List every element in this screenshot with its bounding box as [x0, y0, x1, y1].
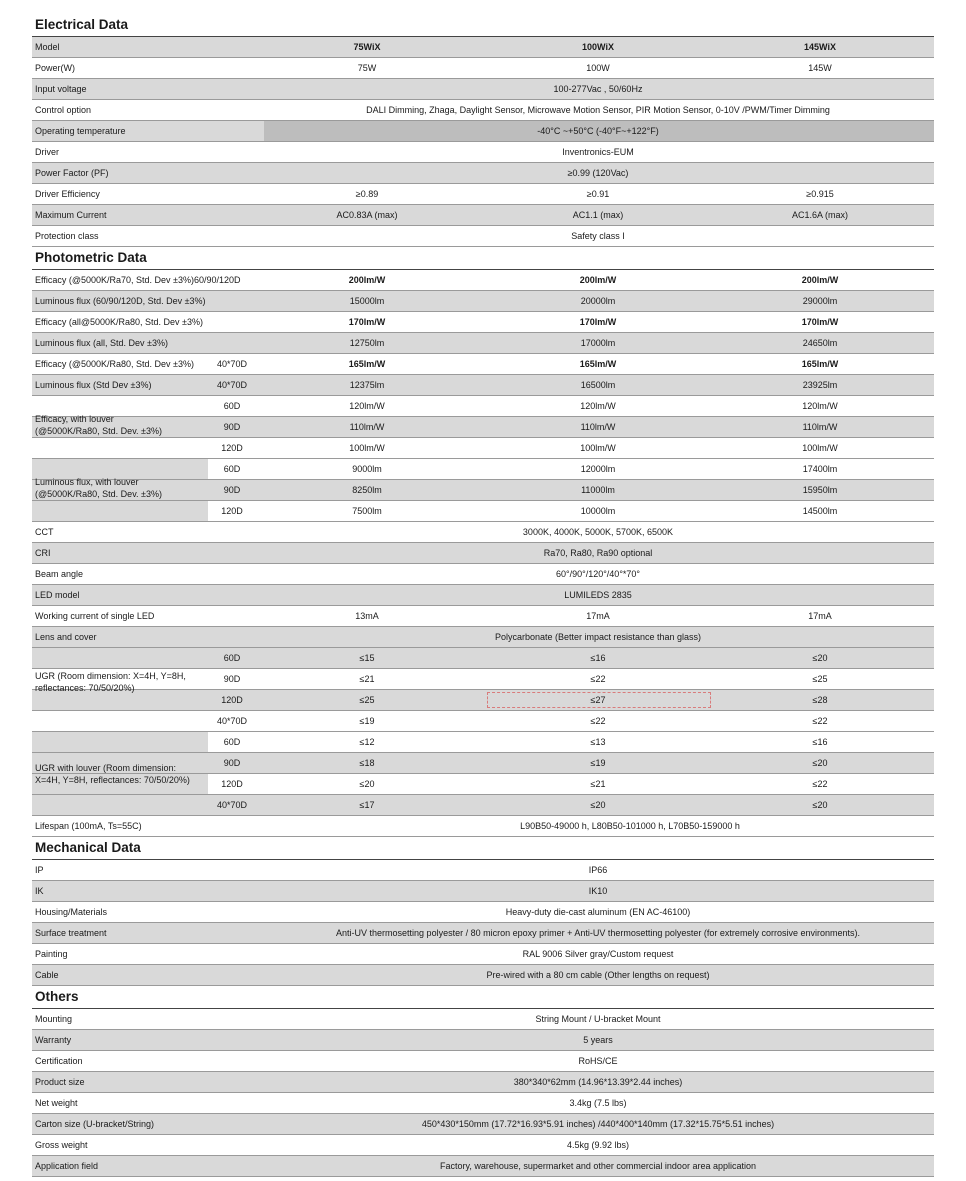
row-label: IK [35, 886, 44, 896]
value-145w: 17mA [808, 611, 832, 621]
table-row [32, 438, 934, 459]
table-row [32, 881, 934, 902]
table-row [32, 1135, 934, 1156]
table-row [32, 375, 934, 396]
row-label: Beam angle [35, 569, 84, 579]
row-label: Input voltage [35, 84, 87, 94]
beam-angle-label: 120D [221, 443, 243, 453]
row-label: Application field [35, 1161, 99, 1171]
value-145w: 110lm/W [802, 422, 838, 432]
table-row [32, 965, 934, 986]
row-label: Lifespan (100mA, Ts=55C) [35, 821, 142, 831]
value-100w: 16500lm [580, 380, 616, 390]
group-label-line-1: UGR (Room dimension: X=4H, Y=8H, [35, 671, 186, 681]
beam-angle-label: 120D [221, 506, 243, 516]
beam-angle-label: 90D [223, 485, 241, 495]
row-label: Gross weight [35, 1140, 88, 1150]
value-100w: 17000lm [580, 338, 616, 348]
value-100w: ≤16 [590, 653, 606, 663]
value-75w: 15000lm [349, 296, 385, 306]
row-label: Painting [35, 949, 68, 959]
group-label [35, 413, 207, 437]
spec-sheet [32, 14, 934, 1177]
row-label: Luminous flux (Std Dev ±3%) [35, 380, 152, 390]
row-group [32, 459, 934, 522]
row-value: String Mount / U-bracket Mount [535, 1014, 661, 1024]
beam-angle-label: 90D [223, 758, 241, 768]
section-mechanical: Mechanical Data [32, 837, 934, 860]
value-75w: 13mA [355, 611, 379, 621]
row-label: Efficacy (@5000K/Ra70, Std. Dev ±3%)60/90/120D [35, 275, 241, 285]
table-row [32, 333, 934, 354]
value-100w: 12000lm [580, 464, 616, 474]
value-75w: ≤20 [359, 779, 375, 789]
row-value: 380*340*62mm (14.96*13.39*2.44 inches) [513, 1077, 683, 1087]
table-row [32, 944, 934, 965]
value-100w: 100lm/W [580, 443, 616, 453]
row-value: RAL 9006 Silver gray/Custom request [522, 949, 674, 959]
row-label: Control option [35, 105, 92, 115]
row-label: IP [35, 865, 44, 875]
table-row [32, 543, 934, 564]
table-row [32, 923, 934, 944]
beam-angle-label: 60D [223, 737, 241, 747]
value-100w: 11000lm [581, 485, 615, 495]
beam-angle-label: 40*70D [216, 716, 248, 726]
beam-angle-label: 40*70D [216, 359, 248, 369]
value-100w: 20000lm [580, 296, 616, 306]
row-label: Working current of single LED [35, 611, 155, 621]
row-label: CRI [35, 548, 51, 558]
value-100w: 200lm/W [579, 275, 617, 285]
value-75w: 170lm/W [348, 317, 386, 327]
beam-angle-label: 60D [223, 464, 241, 474]
row-value: Anti-UV thermosetting polyester / 80 micron epoxy primer + Anti-UV thermosetting polyester (for extremely corrosive environments). [336, 928, 860, 938]
value-145w: 120lm/W [802, 401, 838, 411]
highlight-box [487, 692, 711, 708]
table-row [32, 354, 934, 375]
value-145w: 100lm/W [802, 443, 838, 453]
beam-angle-label: 60D [223, 401, 241, 411]
value-75w: ≥0.89 [355, 189, 379, 199]
section-others: Others [32, 986, 934, 1009]
value-145w: 23925lm [802, 380, 838, 390]
table-row [32, 522, 934, 543]
row-label: Carton size (U-bracket/String) [35, 1119, 155, 1129]
value-100w: 100WiX [582, 42, 614, 52]
row-label: Surface treatment [35, 928, 107, 938]
value-145w: ≤16 [812, 737, 828, 747]
value-75w: 12750lm [349, 338, 385, 348]
table-row [32, 1114, 934, 1135]
row-label: Certification [35, 1056, 83, 1066]
value-75w: 12375lm [349, 380, 385, 390]
value-145w: 15950lm [802, 485, 838, 495]
value-100w: ≥0.91 [586, 189, 610, 199]
value-75w: 120lm/W [349, 401, 385, 411]
value-75w: ≤15 [359, 653, 375, 663]
value-75w: ≤17 [359, 800, 375, 810]
table-row [32, 1009, 934, 1030]
value-145w: 145WiX [804, 42, 836, 52]
group-label [35, 670, 207, 694]
value-145w: ≤20 [812, 653, 828, 663]
row-label: Luminous flux (60/90/120D, Std. Dev ±3%) [35, 296, 206, 306]
row-value: Safety class I [571, 231, 625, 241]
value-100w: ≤20 [590, 800, 606, 810]
row-value: 4.5kg (9.92 lbs) [566, 1140, 630, 1150]
table-row [32, 184, 934, 205]
row-group [32, 396, 934, 459]
table-row [32, 1093, 934, 1114]
table-row [32, 226, 934, 247]
value-75w: 110lm/W [349, 422, 385, 432]
table-row [32, 585, 934, 606]
value-145w: 17400lm [802, 464, 838, 474]
group-label-line-2: (@5000K/Ra80, Std. Dev. ±3%) [35, 489, 162, 499]
group-label-line-2: reflectances: 70/50/20%) [35, 683, 135, 693]
value-145w: 200lm/W [801, 275, 839, 285]
row-value: Heavy-duty die-cast aluminum (EN AC-46100) [505, 907, 691, 917]
row-label: Mounting [35, 1014, 73, 1024]
value-75w: 8250lm [352, 485, 382, 495]
table-row [32, 816, 934, 837]
value-75w: 200lm/W [348, 275, 386, 285]
value-145w: ≤28 [812, 695, 828, 705]
value-145w: ≥0.915 [806, 189, 834, 199]
value-75w: 75W [357, 63, 377, 73]
row-label: Power(W) [35, 63, 75, 73]
value-145w: 170lm/W [801, 317, 839, 327]
value-100w: ≤21 [590, 779, 606, 789]
value-100w: ≤19 [590, 758, 606, 768]
value-145w: ≤25 [812, 674, 828, 684]
row-label: Power Factor (PF) [35, 168, 109, 178]
row-label: Model [35, 42, 60, 52]
row-label: Warranty [35, 1035, 72, 1045]
row-label: Operating temperature [35, 126, 126, 136]
value-75w: ≤18 [359, 758, 375, 768]
row-label: Cable [35, 970, 59, 980]
row-value: IP66 [588, 865, 608, 875]
row-label: Protection class [35, 231, 99, 241]
group-label [35, 476, 207, 500]
value-75w: AC0.83A (max) [336, 210, 398, 220]
value-75w: ≤25 [359, 695, 375, 705]
table-row [32, 121, 934, 142]
value-100w: ≤13 [590, 737, 606, 747]
value-145w: 24650lm [802, 338, 838, 348]
beam-angle-label: 40*70D [216, 800, 248, 810]
value-75w: ≤19 [359, 716, 375, 726]
table-row [32, 1072, 934, 1093]
row-label: Lens and cover [35, 632, 97, 642]
row-value: 3000K, 4000K, 5000K, 5700K, 6500K [522, 527, 674, 537]
table-row [32, 860, 934, 881]
section-photometric: Photometric Data [32, 247, 934, 270]
row-label: Net weight [35, 1098, 78, 1108]
row-label: Luminous flux (all, Std. Dev ±3%) [35, 338, 168, 348]
value-100w: ≤22 [590, 716, 606, 726]
value-75w: 165lm/W [348, 359, 386, 369]
value-145w: 145W [808, 63, 832, 73]
table-row [32, 37, 934, 58]
beam-angle-label: 90D [223, 422, 241, 432]
row-value: 5 years [583, 1035, 613, 1045]
value-145w: 165lm/W [801, 359, 839, 369]
table-row [32, 291, 934, 312]
row-value: -40°C ~+50°C (-40°F~+122°F) [537, 126, 659, 136]
row-label: Efficacy (@5000K/Ra80, Std. Dev ±3%) [35, 359, 194, 369]
row-value: Ra70, Ra80, Ra90 optional [543, 548, 653, 558]
table-row [32, 564, 934, 585]
table-row [32, 732, 934, 753]
table-row [32, 79, 934, 100]
table-row [32, 312, 934, 333]
value-145w: ≤22 [812, 779, 828, 789]
group-label-line-1: Efficacy, with louver [35, 414, 114, 424]
value-145w: ≤20 [812, 758, 828, 768]
row-value: L90B50-49000 h, L80B50-101000 h, L70B50-159000 h [520, 821, 740, 831]
group-label-line-2: (@5000K/Ra80, Std. Dev. ±3%) [35, 426, 162, 436]
table-row [32, 501, 934, 522]
beam-angle-label: 40*70D [216, 380, 248, 390]
table-row [32, 163, 934, 184]
value-145w: ≤22 [812, 716, 828, 726]
value-145w: 29000lm [802, 296, 838, 306]
row-value: 3.4kg (7.5 lbs) [569, 1098, 627, 1108]
value-75w: ≤12 [359, 737, 375, 747]
row-value: IK10 [588, 886, 608, 896]
table-row [32, 142, 934, 163]
value-100w: 165lm/W [579, 359, 617, 369]
table-row [32, 205, 934, 226]
value-100w: 10000lm [580, 506, 616, 516]
row-value: Inventronics-EUM [562, 147, 634, 157]
value-145w: AC1.6A (max) [791, 210, 849, 220]
beam-angle-label: 60D [223, 653, 241, 663]
group-label [35, 762, 207, 786]
table-row [32, 902, 934, 923]
group-label-line-1: UGR with louver (Room dimension: [35, 763, 177, 773]
beam-angle-label: 120D [221, 695, 243, 705]
value-100w: ≤27 [590, 695, 606, 705]
value-75w: 75WiX [353, 42, 381, 52]
table-row [32, 711, 934, 732]
table-row [32, 795, 934, 816]
value-145w: 14500lm [802, 506, 838, 516]
row-value: ≥0.99 (120Vac) [567, 168, 629, 178]
row-value: Factory, warehouse, supermarket and other commercial indoor area application [440, 1161, 756, 1171]
row-group [32, 732, 934, 816]
value-75w: 9000lm [352, 464, 382, 474]
beam-angle-label: 90D [223, 674, 241, 684]
row-label: Product size [35, 1077, 85, 1087]
row-value: Polycarbonate (Better impact resistance than glass) [494, 632, 702, 642]
table-row [32, 606, 934, 627]
table-row [32, 1156, 934, 1177]
value-100w: 170lm/W [579, 317, 617, 327]
value-100w: ≤22 [590, 674, 606, 684]
value-75w: 100lm/W [349, 443, 385, 453]
row-value: 100-277Vac , 50/60Hz [553, 84, 643, 94]
row-label: LED model [35, 590, 80, 600]
beam-angle-label: 120D [221, 779, 243, 789]
group-label-line-2: X=4H, Y=8H, reflectances: 70/50/20%) [35, 775, 190, 785]
table-row [32, 1051, 934, 1072]
value-100w: 120lm/W [580, 401, 616, 411]
row-group-ugr [32, 648, 934, 732]
row-value: Pre-wired with a 80 cm cable (Other lengths on request) [486, 970, 710, 980]
value-100w: 110lm/W [580, 422, 616, 432]
table-row [32, 648, 934, 669]
value-100w: 100W [586, 63, 610, 73]
value-145w: ≤20 [812, 800, 828, 810]
row-label: Maximum Current [35, 210, 107, 220]
table-row [32, 627, 934, 648]
table-row [32, 100, 934, 121]
row-label: Housing/Materials [35, 907, 108, 917]
table-row [32, 58, 934, 79]
row-label: Driver [35, 147, 59, 157]
group-label-line-1: Luminous flux, with louver [35, 477, 139, 487]
section-electrical: Electrical Data [32, 14, 934, 37]
table-row [32, 270, 934, 291]
value-100w: 17mA [586, 611, 610, 621]
row-value: RoHS/CE [578, 1056, 618, 1066]
row-value: DALI Dimming, Zhaga, Daylight Sensor, Microwave Motion Sensor, PIR Motion Sensor, 0-10V /PWM/Timer Dimming [366, 105, 830, 115]
value-100w: AC1.1 (max) [572, 210, 624, 220]
table-row [32, 1030, 934, 1051]
value-75w: ≤21 [359, 674, 375, 684]
row-label: CCT [35, 527, 54, 537]
value-75w: 7500lm [352, 506, 382, 516]
row-value: LUMILEDS 2835 [564, 590, 632, 600]
row-label: Driver Efficiency [35, 189, 100, 199]
row-value: 450*430*150mm (17.72*16.93*5.91 inches) /440*400*140mm (17.32*15.75*5.51 inches) [421, 1119, 775, 1129]
row-label: Efficacy (all@5000K/Ra80, Std. Dev ±3%) [35, 317, 203, 327]
row-value: 60°/90°/120°/40°*70° [555, 569, 641, 579]
